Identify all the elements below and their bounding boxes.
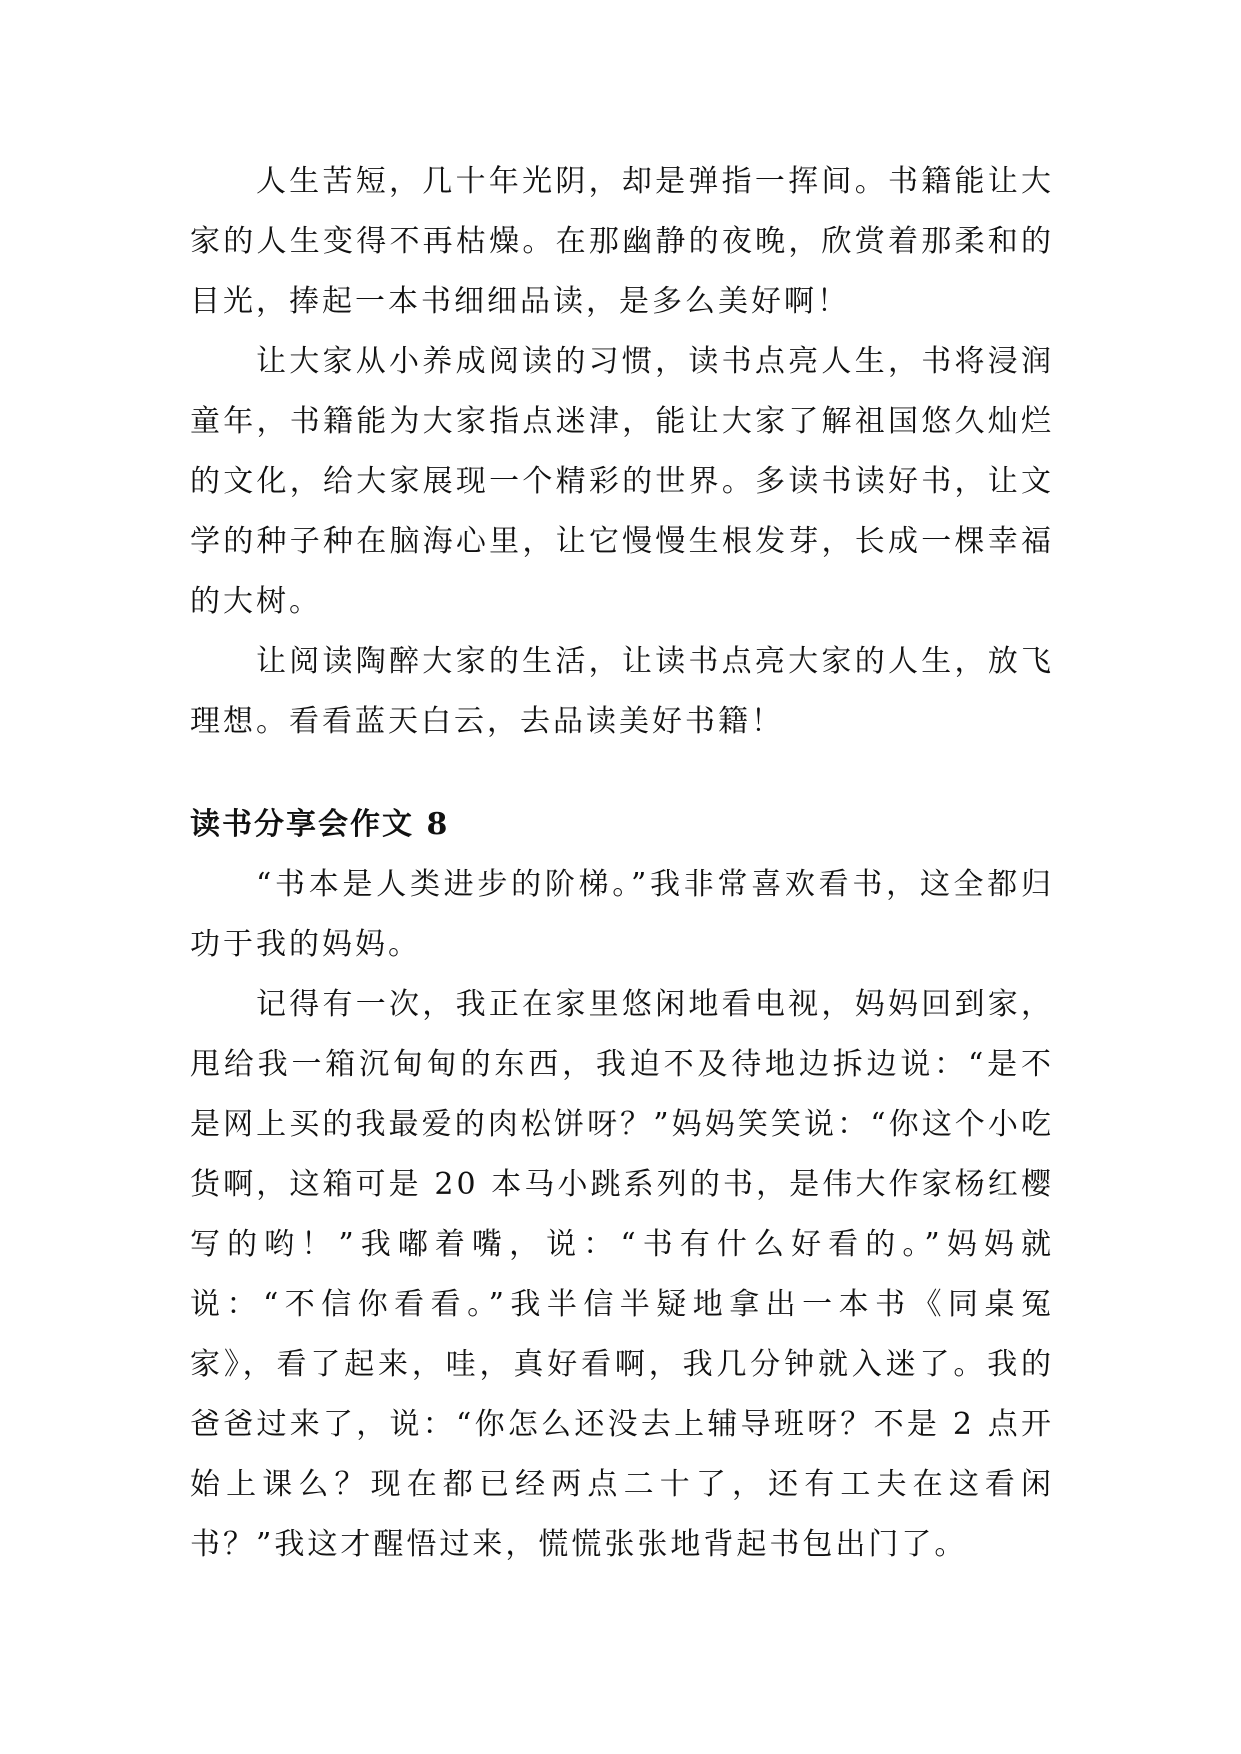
paragraph: 人生苦短，几十年光阴，却是弹指一挥间。书籍能让大家的人生变得不再枯燥。在那幽静的夜晚，欣赏着那柔和的目光，捧起一本书细细品读，是多么美好啊！ bbox=[190, 164, 1054, 319]
paragraph: 让阅读陶醉大家的生活，让读书点亮大家的人生，放飞理想。看看蓝天白云，去品读美好书籍！ bbox=[190, 644, 1054, 739]
paragraph: 记得有一次，我正在家里悠闲地看电视，妈妈回到家，甩给我一箱沉甸甸的东西，我迫不及待地边拆边说：“是不是网上买的我最爱的肉松饼呀？”妈妈笑笑说：“你这个小吃货啊，这箱可是 20 本马小跳系列的书，是伟大作家杨红樱写的哟！”我嘟着嘴，说：“书有什么好看的。”妈妈就说：“不信你看看。”我半信半疑地拿出一本书《同桌冤家》，看了起来，哇，真好看啊，我几分钟就入迷了。我的爸爸过来了，说：“你怎么还没去上辅导班呀？不是 2 点开始上课么？现在都已经两点二十了，还有工夫在这看闲书？”我这才醒悟过来，慌慌张张地背起书包出门了。 bbox=[190, 987, 1054, 1562]
paragraph: 让大家从小养成阅读的习惯，读书点亮人生，书将浸润童年，书籍能为大家指点迷津，能让大家了解祖国悠久灿烂的文化，给大家展现一个精彩的世界。多读书读好书，让文学的种子种在脑海心里，让它慢慢生根发芽，长成一棵幸福的大树。 bbox=[190, 344, 1054, 619]
essay-continuation bbox=[190, 152, 1054, 752]
paragraph: “书本是人类进步的阶梯。”我非常喜欢看书，这全都归功于我的妈妈。 bbox=[190, 867, 1054, 962]
essay-section-8 bbox=[190, 795, 1054, 1575]
section-title: 读书分享会作文 8 bbox=[190, 807, 450, 842]
